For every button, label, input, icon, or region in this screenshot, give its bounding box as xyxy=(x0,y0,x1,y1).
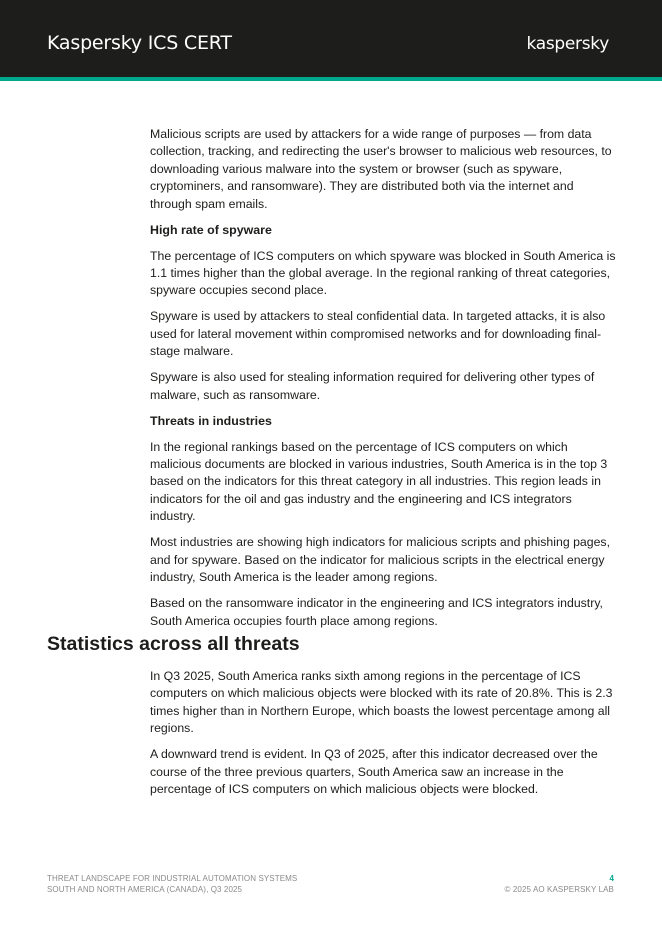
kaspersky-logo: kaspersky xyxy=(526,34,609,54)
paragraph-malicious-scripts: Malicious scripts are used by attackers for a wide range of purposes — from data collection, tracking, and redirecting the user's browser to malicious web resources, to downloading various malware into the system or browser (such as spyware, cryptominers, and ransomware). They are distributed both via the internet and through spam emails. xyxy=(150,127,612,211)
footer-title-line2: SOUTH AND NORTH AMERICA (CANADA), Q3 2025 xyxy=(47,885,243,894)
heading-spyware: High rate of spyware xyxy=(150,222,272,237)
section-content xyxy=(150,668,616,807)
header-accent-stripe xyxy=(0,77,662,81)
paragraph-industries-1: In the regional rankings based on the percentage of ICS computers on which malicious documents are blocked in various industries, South America is in the top 3 based on the indicators for this threat category in all industries. This region leads in indicators for the oil and gas industry and the engineering and ICS integrators industry. xyxy=(150,439,608,524)
header-title: Kaspersky ICS CERT xyxy=(47,32,232,54)
footer-copyright: © 2025 AO KASPERSKY LAB xyxy=(504,885,614,894)
paragraph-statistics-2: A downward trend is evident. In Q3 of 2025, after this indicator decreased over the course of the three previous quarters, South America saw an increase in the percentage of ICS computers on which malicious objects were blocked. xyxy=(150,747,598,797)
paragraph-industries-3: Based on the ransomware indicator in the engineering and ICS integrators industry, South America occupies fourth place among regions. xyxy=(150,596,603,628)
paragraph-spyware-1: The percentage of ICS computers on which spyware was blocked in South America is 1.1 times higher than the global average. In the regional ranking of threat categories, spyware occupies second place. xyxy=(150,248,616,298)
page-header xyxy=(0,0,662,77)
footer-title-line1: THREAT LANDSCAPE FOR INDUSTRIAL AUTOMATION SYSTEMS xyxy=(47,874,298,883)
main-content xyxy=(150,126,616,639)
paragraph-spyware-2: Spyware is used by attackers to steal confidential data. In targeted attacks, it is also used for lateral movement within compromised networks and for downloading final-stage malware. xyxy=(150,309,606,359)
paragraph-industries-2: Most industries are showing high indicators for malicious scripts and phishing pages, and for spyware. Based on the indicator for malicious scripts in the electrical energy industry, South America is the leader among regions. xyxy=(150,535,610,585)
section-title: Statistics across all threats xyxy=(47,633,300,655)
paragraph-statistics-1: In Q3 2025, South America ranks sixth among regions in the percentage of ICS computers on which malicious objects were blocked with its rate of 20.8%. This is 2.3 times higher than in Northern Europe, which boasts the lowest percentage among all regions. xyxy=(150,669,613,736)
heading-industries: Threats in industries xyxy=(150,413,272,428)
footer-report-title xyxy=(47,873,297,895)
paragraph-spyware-3: Spyware is also used for stealing information required for delivering other types of malware, such as ransomware. xyxy=(150,370,595,402)
footer-right xyxy=(505,873,614,895)
page-number: 4 xyxy=(609,874,614,883)
